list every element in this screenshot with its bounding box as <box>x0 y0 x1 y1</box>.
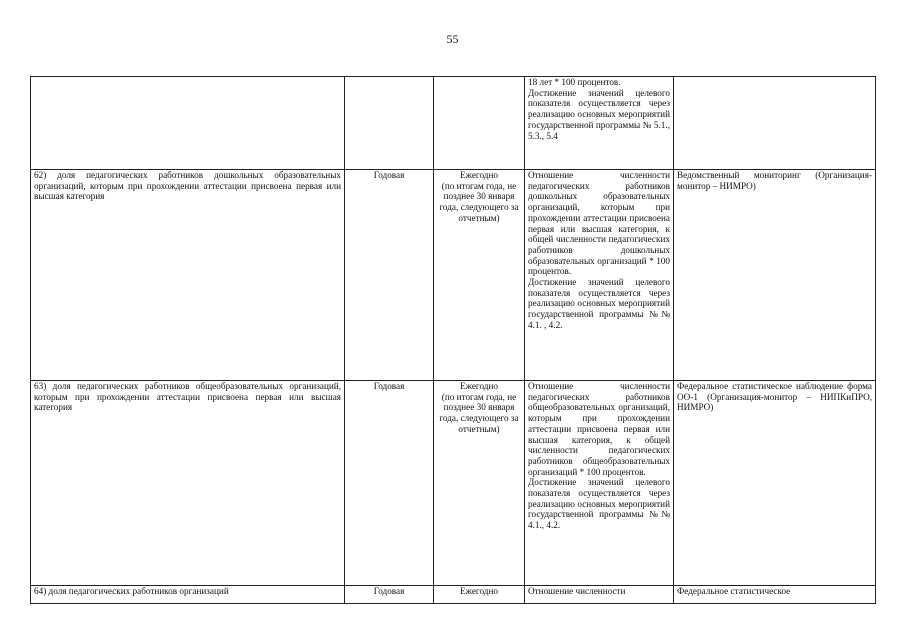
frequency-cell: Ежегодно (по итогам года, не позднее 30 января года, следующего за отчетным) <box>434 381 525 586</box>
data-source-cell: Федеральное статистическое <box>674 586 876 604</box>
indicators-table <box>30 76 876 604</box>
indicator-name-cell: 62) доля педагогических работников дошкольных образовательных организаций, которым при прохождении аттестации присвоена первая или высшая категория <box>31 170 345 381</box>
table-row <box>31 77 876 170</box>
data-source-cell: Федеральное статистическое наблюдение форма ОО-1 (Организация-монитор – НИПКиПРО, НИМРО) <box>674 381 876 586</box>
table-row <box>31 586 876 604</box>
periodicity-cell: Годовая <box>345 381 434 586</box>
table-row <box>31 381 876 586</box>
frequency-cell: Ежегодно (по итогам года, не позднее 30 января года, следующего за отчетным) <box>434 170 525 381</box>
indicator-name-cell <box>31 77 345 170</box>
page-number: 55 <box>446 32 459 46</box>
periodicity-cell <box>345 77 434 170</box>
data-source-cell <box>674 77 876 170</box>
frequency-cell <box>434 77 525 170</box>
calculation-method-cell: Отношение численности <box>525 586 674 604</box>
data-source-cell: Ведомственный мониторинг (Организация-монитор – НИМРО) <box>674 170 876 381</box>
calculation-method-cell: Отношение численности педагогических работников дошкольных образовательных организаций, которым при прохождении аттестации присвоена первая или высшая категория, к общей численности педагогических работников дошкольных образовательных организаций * 100 процентов. Достижение значений целевого показателя осуществляется через реализацию основных мероприятий государственной программы №№ 4.1. , 4.2. <box>525 170 674 381</box>
calculation-method-cell: 18 лет * 100 процентов. Достижение значений целевого показателя осуществляется через реализацию основных мероприятий государственной программы № 5.1., 5.3., 5.4 <box>525 77 674 170</box>
calculation-method-cell: Отношение численности педагогических работников общеобразовательных организаций, которым при прохождении аттестации присвоена первая или высшая категория, к общей численности педагогических работников общеобразовательных организаций * 100 процентов. Достижение значений целевого показателя осуществляется через реализацию основных мероприятий государственной программы №№ 4.1., 4.2. <box>525 381 674 586</box>
periodicity-cell: Годовая <box>345 586 434 604</box>
indicator-name-cell: 64) доля педагогических работников организаций <box>31 586 345 604</box>
table-row <box>31 170 876 381</box>
frequency-cell: Ежегодно <box>434 586 525 604</box>
periodicity-cell: Годовая <box>345 170 434 381</box>
indicator-name-cell: 63) доля педагогических работников общеобразовательных организаций, которым при прохождении аттестации присвоена первая или высшая категория <box>31 381 345 586</box>
